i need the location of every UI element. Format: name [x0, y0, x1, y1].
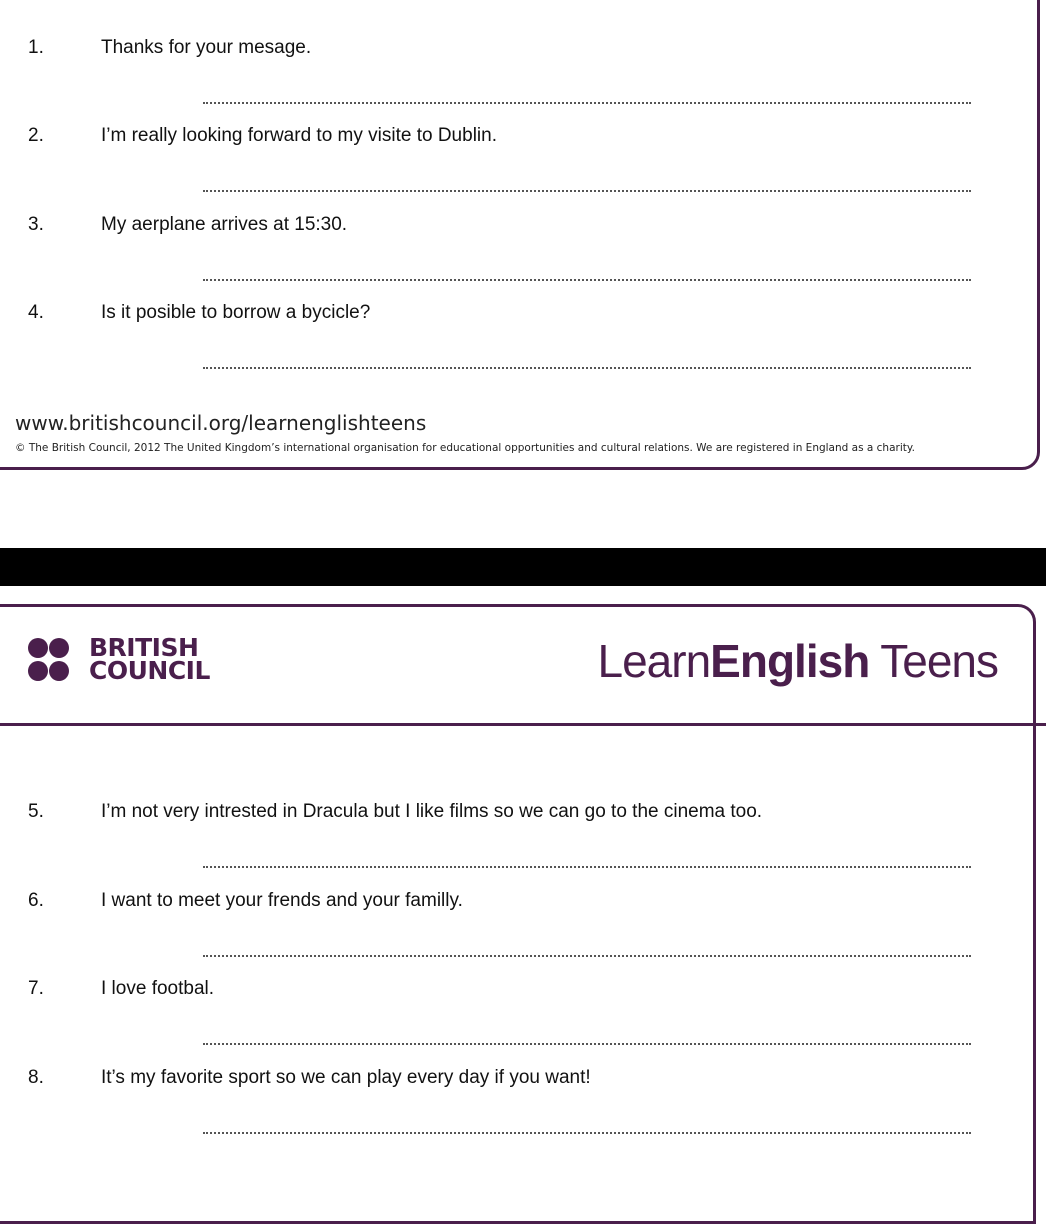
header-divider	[0, 723, 1046, 726]
logo-teens: Teens	[869, 635, 998, 687]
logo-learn: Learn	[597, 635, 711, 687]
item-sentence: It’s my favorite sport so we can play every day if you want!	[101, 1067, 591, 1088]
item-number: 2.	[28, 125, 44, 146]
exercise-item-6	[0, 889, 1046, 969]
exercise-item-3	[0, 213, 1046, 293]
answer-line[interactable]	[203, 955, 971, 957]
wordmark-line-1: BRITISH	[89, 633, 199, 662]
exercise-item-1	[0, 36, 1046, 116]
answer-line[interactable]	[203, 1132, 971, 1134]
learnenglish-teens-logo	[598, 634, 998, 688]
exercise-item-4	[0, 301, 1046, 381]
page-separator	[0, 548, 1046, 586]
item-sentence: I’m really looking forward to my visite to Dublin.	[101, 125, 497, 146]
british-council-dots-icon	[28, 638, 78, 682]
answer-line[interactable]	[203, 866, 971, 868]
item-sentence: My aerplane arrives at 15:30.	[101, 214, 348, 235]
item-sentence: Thanks for your mesage.	[101, 37, 312, 58]
worksheet-page-2	[0, 586, 1046, 1192]
wordmark-line-2: COUNCIL	[89, 656, 210, 685]
answer-line[interactable]	[203, 367, 971, 369]
copyright-notice: © The British Council, 2012 The United Kingdom’s international organisation for educational opportunities and cultural relations. We are registered in England as a charity.	[15, 442, 915, 454]
exercise-item-2	[0, 124, 1046, 204]
exercise-item-5	[0, 800, 1046, 880]
item-number: 1.	[28, 37, 44, 58]
item-sentence: I’m not very intrested in Dracula but I like films so we can go to the cinema too.	[101, 801, 763, 822]
item-number: 6.	[28, 890, 44, 911]
item-number: 8.	[28, 1067, 44, 1088]
item-sentence: I want to meet your frends and your familly.	[101, 890, 463, 911]
answer-line[interactable]	[203, 190, 971, 192]
answer-line[interactable]	[203, 102, 971, 104]
british-council-wordmark	[89, 633, 210, 685]
exercise-item-7	[0, 977, 1046, 1057]
exercise-item-8	[0, 1066, 1046, 1146]
worksheet-page-1	[0, 0, 1046, 475]
item-number: 3.	[28, 214, 44, 235]
logo-english: English	[710, 635, 870, 687]
item-number: 7.	[28, 978, 44, 999]
item-number: 4.	[28, 302, 44, 323]
item-sentence: Is it posible to borrow a bycicle?	[101, 302, 371, 323]
item-number: 5.	[28, 801, 44, 822]
answer-line[interactable]	[203, 1043, 971, 1045]
website-link[interactable]: www.britishcouncil.org/learnenglishteens	[15, 411, 427, 435]
answer-line[interactable]	[203, 279, 971, 281]
british-council-logo	[28, 633, 228, 692]
item-sentence: I love footbal.	[101, 978, 215, 999]
